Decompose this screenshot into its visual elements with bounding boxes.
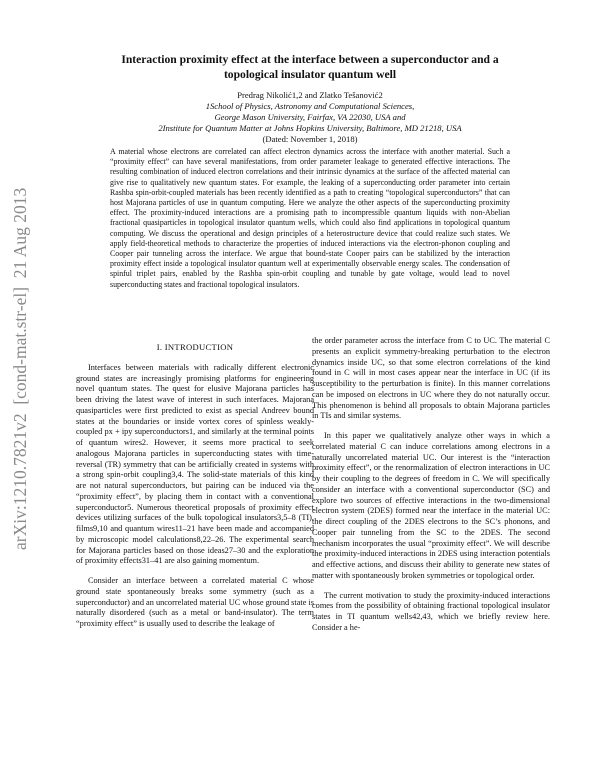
intro-paragraph-4: The current motivation to study the proximity-induced interactions comes from the possibility of obtaining fractional topological insulator states in TI quantum wells42,43, which we briefly review here. Consider a he- (312, 590, 550, 632)
title-line-1: Interaction proximity effect at the interface between a superconductor and a (121, 53, 499, 66)
affiliation-2: 2Institute for Quantum Matter at Johns Hopkins University, Baltimore, MD 21218, USA (158, 123, 462, 133)
title-line-2: topological insulator quantum well (223, 68, 397, 81)
author-block (80, 90, 540, 145)
arxiv-identifier-text: arXiv:1210.7821v2 [cond-mat.str-el] 21 Aug 2013 (10, 187, 30, 550)
arxiv-identifier-stamp (2, 55, 36, 555)
abstract: A material whose electrons are correlated can affect electron dynamics across the interface with another material. Such a “proximity effect” can have several manifestations, from order parameter leakage to generated effective interactions. The resulting combination of induced electron correlations and their intrinsic dynamics at the surface of the affected material can give rise to qualitatively new quantum states. For example, the leaking of a superconducting order parameter into certain Rashba spin-orbit-coupled materials has been recently identified as a path to creating “topological superconductors” that can host Majorana particles of use in quantum computing. Here we analyze the other aspects of the superconducting proximity effect. The proximity-induced interactions are a promising path to incompressible quantum liquids with non-Abelian fractional quasiparticles in topological insulator quantum wells, which could also find applications in topological quantum computing. We discuss the operational and design principles of a heterostructure device that could realize such states. We apply field-theoretical methods to characterize the properties of induced interactions via the electron-phonon coupling and Cooper pair tunneling across the interface. We argue that bound-state Cooper pairs can be stabilized by the interaction proximity effect inside a topological insulator quantum well at experimentally observable energy scales. The condensation of spinful triplet pairs, enabled by the Rashba spin-orbit coupling and tunable by gate voltage, would lead to novel superconducting states and fractional topological insulators. (110, 147, 510, 289)
section-heading-introduction: I. INTRODUCTION (156, 342, 234, 352)
intro-paragraph-1: Interfaces between materials with radically different electronic ground states are increasingly promising platforms for engineering novel quantum states. The quest for elusive Majorana particles has been driving the latest wave of interest in such interfaces. Majorana quasiparticles were first predicted to exist as special Andreev bound states at the boundaries or inside vortex cores of spinless weakly-coupled px + ipy superconductors1, and similarly at the terminal points of quantum wires2. However, it seems more practical to seek analogous Majorana particles in superconducting states with time-reversal (TR) symmetry that can be artificially created in systems with a strong spin-orbit coupling3,4. The solid-state materials of this kind are not natural superconductors, but pairing can be induced via the “proximity effect”, by placing them in contact with a conventional superconductor5. Numerous theoretical proposals of proximity effect devices utilizing surfaces of the bulk topological insulators3,5–8 (TI), films9,10 and quantum wires11–21 have been made and accompanied by microscopic model calculations8,22–26. The experimental search for Majorana particles based on those ideas27–30 and the exploration of proximity effects31–41 are also gaining momentum. (76, 362, 314, 566)
affiliation-1-line-1: 1School of Physics, Astronomy and Computational Sciences, (205, 101, 415, 111)
affiliation-1-line-2: George Mason University, Fairfax, VA 22030, USA and (214, 112, 406, 122)
left-column (76, 342, 314, 639)
intro-paragraph-2-continued: the order parameter across the interface from C to UC. The material C presents an explicit symmetry-breaking perturbation to the electron dynamics inside UC, so that some electron correlations of the kind found in C will in most cases appear near the interface in UC (if its susceptibility to the perturbation is finite). In this manner correlations can be imposed on electrons in UC where they do not naturally occur. This phenomenon is behind all proposals to obtain Majorana particles in TIs and similar systems. (312, 336, 550, 421)
paper-title (80, 52, 540, 82)
intro-paragraph-2: Consider an interface between a correlated material C whose ground state spontaneously breaks some symmetry (such as a superconductor) and an uncorrelated material UC whose ground state is naturally disordered (such as a metal or band-insulator). The term “proximity effect” is usually used to describe the leakage of (76, 576, 314, 628)
date-line: (Dated: November 1, 2018) (262, 134, 358, 144)
author-names: Predrag Nikolić1,2 and Zlatko Tešanović2 (237, 90, 383, 100)
right-column (312, 336, 550, 643)
intro-paragraph-3: In this paper we qualitatively analyze other ways in which a correlated material C can induce correlations among electrons in a naturally uncorrelated material UC. Our interest is the “interaction proximity effect”, or the renormalization of electron interactions in UC by their coupling to the degrees of freedom in C. We will specifically consider an interface with a conventional superconductor (SC) and explore two sources of effective interactions in the two-dimensional electron system (2DES) formed near the interface in the material UC: the direct coupling of the 2DES electrons to the SC’s phonons, and Cooper pair tunneling from the SC to the 2DES. The second mechanism incorporates the usual “proximity effect”. We will describe the proximity-induced interactions in 2DES using interaction potentials and effective actions, and discuss their ability to generate new states of matter with spontaneously broken symmetries or topological order. (312, 431, 550, 580)
